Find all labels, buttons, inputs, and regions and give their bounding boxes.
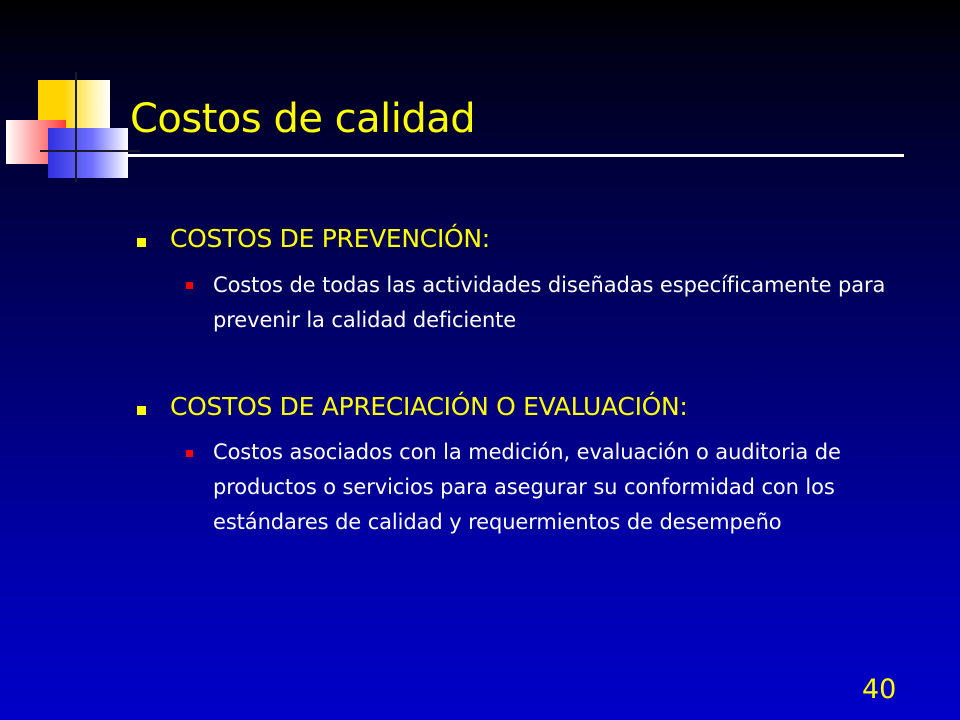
- bullet-square-icon: [137, 406, 146, 415]
- title-underline: [128, 154, 904, 157]
- section-heading-prevention: COSTOS DE PREVENCIÓN:: [170, 224, 490, 253]
- page-number: 40: [862, 674, 897, 705]
- slide-title: Costos de calidad: [130, 96, 476, 142]
- sub-bullet-square-icon: [186, 450, 193, 457]
- decorative-squares-logo: [0, 0, 140, 190]
- section-heading-appraisal: COSTOS DE APRECIACIÓN O EVALUACIÓN:: [170, 392, 688, 421]
- bullet-square-icon: [137, 238, 146, 247]
- sub-bullet-square-icon: [186, 282, 193, 289]
- section-item-appraisal: Costos asociados con la medición, evaluación o auditoria de productos o servicios para asegurar su conformidad con los estándares de calidad y requermientos de desempeño: [213, 440, 841, 534]
- section-item-prevention: Costos de todas las actividades diseñadas específicamente para prevenir la calidad deficiente: [213, 273, 886, 332]
- logo-vertical-line: [75, 72, 77, 182]
- blue-square: [48, 128, 128, 178]
- logo-horizontal-line: [40, 150, 140, 152]
